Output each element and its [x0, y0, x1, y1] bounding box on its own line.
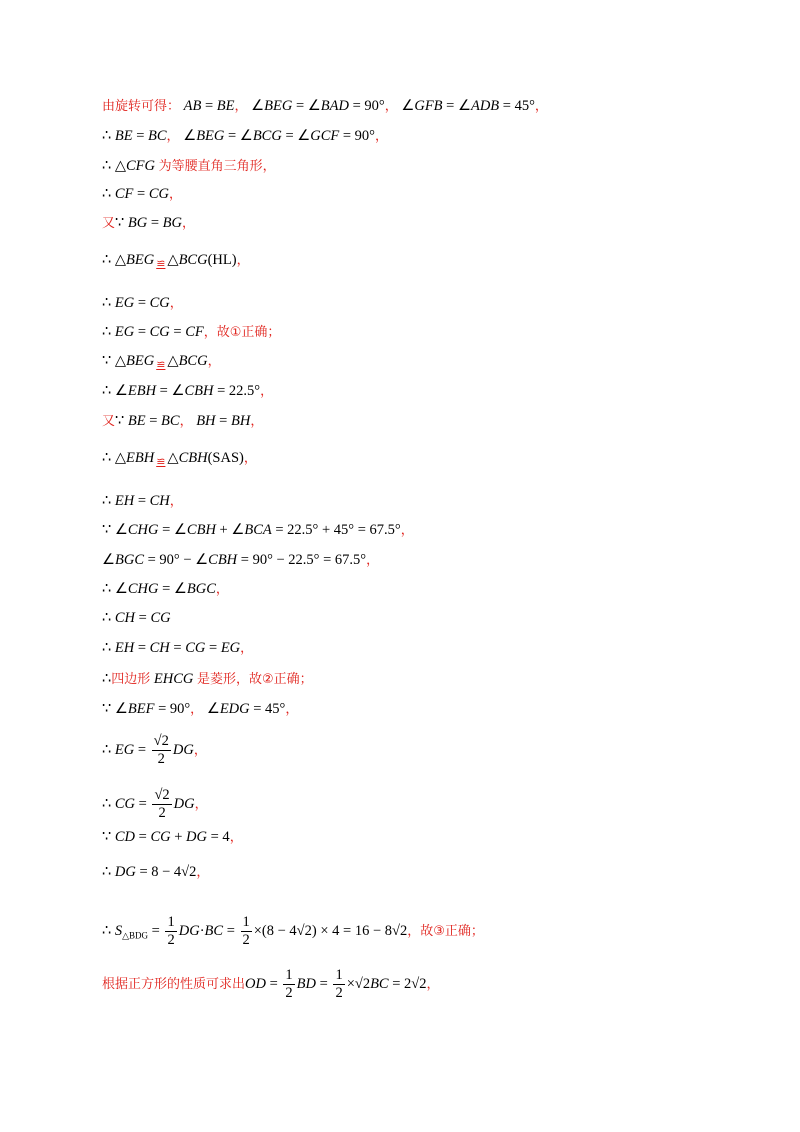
line-16: ∴ ∠CHG = ∠BGC，: [102, 581, 229, 597]
line-7: ∴ EG = CG，: [102, 295, 183, 311]
line-8: ∴ EG = CG = CF，故①正确；: [102, 324, 281, 340]
line-18: ∴ EH = CH = CG = EG，: [102, 640, 254, 656]
line-11: 又∵ BE = BC， BH = BH，: [102, 413, 264, 429]
line-5: 又∵ BG = BG，: [102, 215, 196, 231]
line-10: ∴ ∠EBH = ∠CBH = 22.5°，: [102, 383, 274, 399]
line-23: ∵ CD = CG + DG = 4，: [102, 829, 243, 845]
line-20: ∵ ∠BEF = 90°， ∠EDG = 45°，: [102, 701, 299, 717]
line-24: ∴ DG = 8 − 4√2，: [102, 864, 210, 880]
line-3: ∴ △CFG 为等腰直角三角形，: [102, 158, 276, 174]
line-13: ∴ EH = CH，: [102, 493, 183, 509]
line-17: ∴ CH = CG: [102, 610, 171, 626]
line-2: ∴ BE = BC， ∠BEG = ∠BCG = ∠GCF = 90°，: [102, 128, 388, 144]
line-9: ∵ △BEG $_≌$ △BCG，: [102, 353, 221, 371]
line-14: ∵ ∠CHG = ∠CBH + ∠BCA = 22.5° + 45° = 67.5°，: [102, 522, 414, 538]
line-1: 由旋转可得： AB = BE， ∠BEG = ∠BAD = 90°， ∠GFB = ∠ADB = 45°，: [102, 98, 548, 114]
line-25: ∴ $S_{\triangle BDG}$ = $\frac{1}{2}$ DG·BC = $\frac{1}{2}$ ×(8 − 4√2) × 4 = 16 − 8√2，故③正确；: [102, 914, 484, 948]
line-15: ∠BGC = 90° − ∠CBH = 90° − 22.5° = 67.5°，: [102, 552, 380, 568]
line-21: ∴ EG = $\frac{√2}{2}$ DG，: [102, 733, 207, 767]
line-6: ∴ △BEG $_≌$ △BCG(HL)，: [102, 252, 250, 270]
line-19: ∴四边形 EHCG 是菱形，故②正确；: [102, 671, 313, 687]
line-26: 根据正方形的性质可求出OD = $\frac{1}{2}$ BD = $\frac{1}{2}$ ×√2BC = 2√2，: [102, 967, 440, 1001]
line-4: ∴ CF = CG，: [102, 186, 182, 202]
line-22: ∴ CG = $\frac{√2}{2}$ DG，: [102, 787, 208, 821]
line-12: ∴ △EBH $_≌$ △CBH(SAS)，: [102, 450, 257, 468]
